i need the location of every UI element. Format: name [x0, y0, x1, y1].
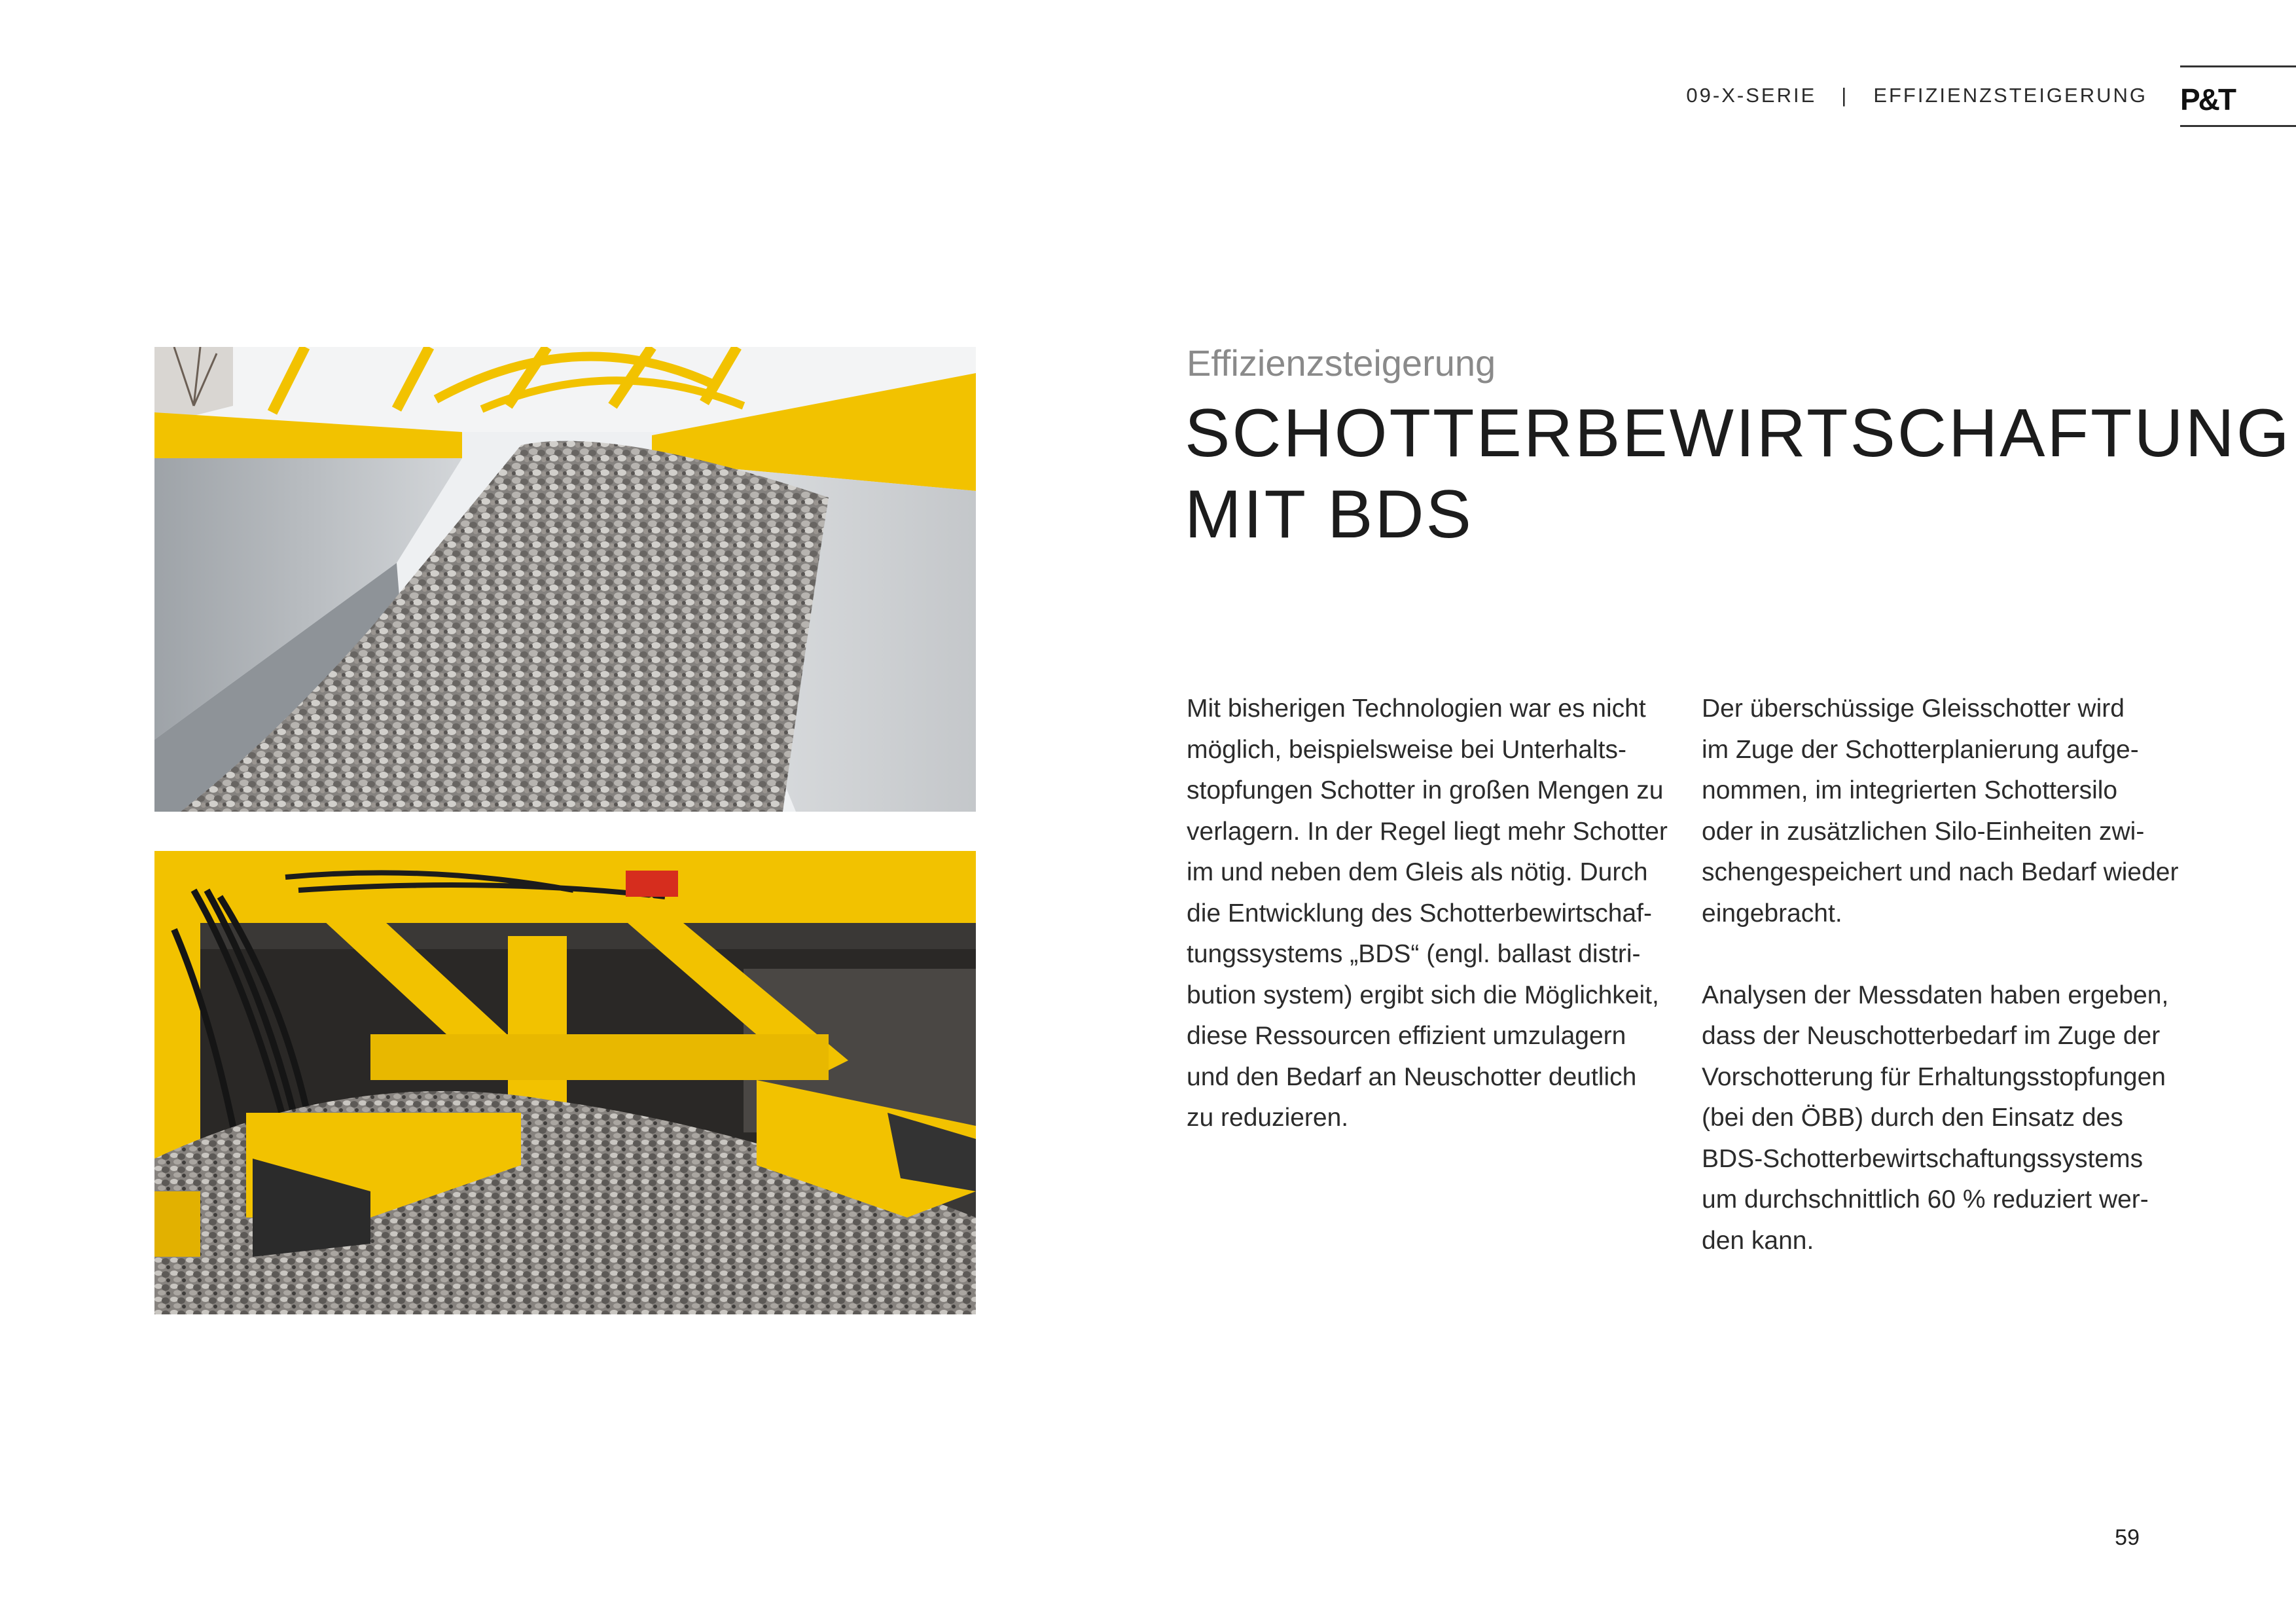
series-label: 09-X-SERIE — [1686, 84, 1817, 107]
text-line: im Zuge der Schotterplanierung aufge- — [1702, 735, 2139, 764]
text-line: im und neben dem Gleis als nötig. Durch — [1187, 858, 1648, 886]
page-title — [1185, 393, 2291, 555]
photo-ballast-conveyor — [154, 347, 976, 812]
ballast-machine-image — [154, 851, 976, 1314]
text-line: Analysen der Messdaten haben ergeben, — [1702, 981, 2169, 1009]
text-line: und den Bedarf an Neuschotter deutlich — [1187, 1062, 1637, 1091]
text-line: BDS-Schotterbewirtschaftungssystems — [1702, 1144, 2144, 1173]
text-line: Mit bisherigen Technologien war es nicht — [1187, 695, 1646, 723]
text-line: tungssystems „BDS“ (engl. ballast distri- — [1187, 940, 1641, 968]
text-line: schengespeichert und nach Bedarf wieder — [1702, 858, 2179, 886]
body-paragraph — [1702, 689, 2199, 934]
brand-logo: P&T — [2180, 82, 2234, 117]
text-line: nommen, im integrierten Schottersilo — [1702, 776, 2118, 804]
running-header — [1686, 84, 2147, 107]
text-line: stopfungen Schotter in großen Mengen zu — [1187, 776, 1664, 804]
section-kicker: Effizienzsteigerung — [1187, 342, 1496, 384]
text-line: (bei den ÖBB) durch den Einsatz des — [1702, 1104, 2123, 1132]
text-line: bution system) ergibt sich die Möglichkeit, — [1187, 981, 1659, 1009]
text-line: den kann. — [1702, 1226, 1814, 1255]
text-line: die Entwicklung des Schotterbewirtschaf- — [1187, 899, 1653, 928]
text-line: dass der Neuschotterbedarf im Zuge der — [1702, 1022, 2161, 1050]
title-line-2: MIT BDS — [1185, 477, 1473, 552]
header-separator: | — [1841, 84, 1849, 107]
body-paragraph — [1702, 975, 2199, 1262]
body-column-left — [1187, 689, 1684, 1180]
text-line: verlagern. In der Regel liegt mehr Schotter — [1187, 817, 1668, 846]
text-line: eingebracht. — [1702, 899, 1842, 928]
text-line: Vorschotterung für Erhaltungsstopfungen — [1702, 1062, 2166, 1091]
body-column-right — [1702, 689, 2199, 1303]
text-line: diese Ressourcen effizient umzulagern — [1187, 1022, 1626, 1050]
title-line-1: SCHOTTERBEWIRTSCHAFTUNG — [1185, 395, 2291, 471]
text-line: um durchschnittlich 60 % reduziert wer- — [1702, 1185, 2149, 1214]
photo-ballast-machine — [154, 851, 976, 1314]
brand-logo-box — [2180, 65, 2296, 127]
body-paragraph — [1187, 689, 1684, 1139]
ballast-conveyor-image — [154, 347, 976, 812]
text-line: oder in zusätzlichen Silo-Einheiten zwi- — [1702, 817, 2145, 846]
text-line: Der überschüssige Gleisschotter wird — [1702, 695, 2125, 723]
page-number: 59 — [2115, 1525, 2140, 1550]
text-line: zu reduzieren. — [1187, 1104, 1349, 1132]
section-label: EFFIZIENZSTEIGERUNG — [1873, 84, 2147, 107]
text-line: möglich, beispielsweise bei Unterhalts- — [1187, 735, 1626, 764]
